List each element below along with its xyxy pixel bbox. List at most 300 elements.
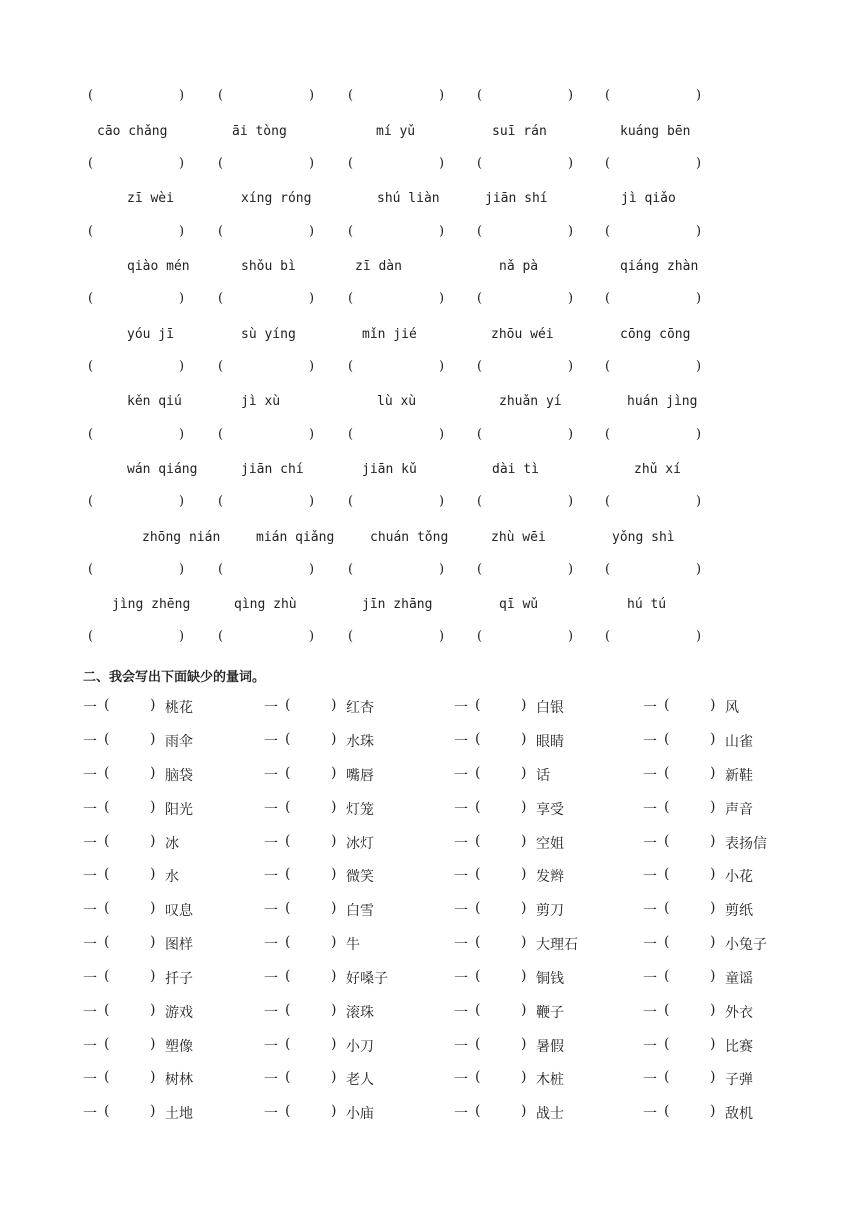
answer-blank[interactable] [348, 562, 448, 582]
open-paren: ( [664, 866, 670, 882]
number-one: 一 [264, 836, 278, 852]
noun-text: 小兔子 [725, 937, 767, 953]
close-paren: ) [331, 765, 337, 781]
pinyin-word: lù xù [377, 394, 417, 409]
noun-text: 白雪 [346, 903, 374, 919]
answer-blank[interactable] [218, 494, 318, 514]
number-one: 一 [454, 937, 468, 953]
open-paren: ( [88, 494, 94, 509]
open-paren: ( [104, 1069, 110, 1085]
open-paren: ( [218, 291, 224, 306]
number-one: 一 [643, 836, 657, 852]
number-one: 一 [264, 768, 278, 784]
close-paren: ) [521, 1069, 527, 1085]
noun-text: 叹息 [165, 903, 193, 919]
pinyin-word: cōng cōng [620, 327, 691, 342]
close-paren: ) [521, 866, 527, 882]
close-paren: ) [568, 156, 574, 171]
measure-row [0, 1103, 860, 1125]
answer-blank[interactable] [477, 427, 577, 447]
pinyin-word: chuán tǒng [370, 530, 449, 545]
number-one: 一 [454, 869, 468, 885]
noun-text: 童谣 [725, 971, 753, 987]
open-paren: ( [218, 224, 224, 239]
open-paren: ( [285, 1002, 291, 1018]
close-paren: ) [568, 494, 574, 509]
close-paren: ) [150, 799, 156, 815]
open-paren: ( [664, 1036, 670, 1052]
pinyin-word: zī dàn [355, 259, 402, 274]
pinyin-word: cāo chǎng [97, 124, 168, 139]
number-one: 一 [83, 903, 97, 919]
answer-blank[interactable] [605, 156, 705, 176]
open-paren: ( [218, 629, 224, 644]
open-paren: ( [664, 1069, 670, 1085]
answer-blank[interactable] [88, 629, 188, 649]
open-paren: ( [477, 494, 483, 509]
pinyin-word: zhǔ xí [634, 462, 681, 477]
noun-text: 小刀 [346, 1039, 374, 1055]
noun-text: 小花 [725, 869, 753, 885]
close-paren: ) [309, 359, 315, 374]
answer-blank[interactable] [348, 427, 448, 447]
close-paren: ) [568, 291, 574, 306]
open-paren: ( [104, 866, 110, 882]
noun-text: 游戏 [165, 1005, 193, 1021]
close-paren: ) [309, 427, 315, 442]
open-paren: ( [348, 156, 354, 171]
noun-text: 好嗓子 [346, 971, 388, 987]
pinyin-row [0, 259, 860, 279]
number-one: 一 [264, 1039, 278, 1055]
number-one: 一 [454, 1106, 468, 1122]
answer-blank[interactable] [218, 156, 318, 176]
answer-blank[interactable] [348, 156, 448, 176]
close-paren: ) [521, 934, 527, 950]
close-paren: ) [521, 968, 527, 984]
open-paren: ( [104, 968, 110, 984]
answer-blank[interactable] [605, 629, 705, 649]
noun-text: 土地 [165, 1106, 193, 1122]
pinyin-word: sù yíng [241, 327, 296, 342]
answer-blank[interactable] [88, 427, 188, 447]
answer-blank[interactable] [218, 427, 318, 447]
pinyin-word: mián qiǎng [256, 530, 335, 545]
close-paren: ) [150, 1002, 156, 1018]
answer-blank[interactable] [477, 359, 577, 379]
answer-blank[interactable] [605, 562, 705, 582]
answer-blank[interactable] [88, 88, 188, 108]
open-paren: ( [348, 629, 354, 644]
close-paren: ) [521, 900, 527, 916]
close-paren: ) [331, 900, 337, 916]
noun-text: 老人 [346, 1072, 374, 1088]
pinyin-word: āi tòng [232, 124, 287, 139]
noun-text: 享受 [536, 802, 564, 818]
pinyin-word: kuáng bēn [620, 124, 691, 139]
noun-text: 小庙 [346, 1106, 374, 1122]
pinyin-word: jiān shí [485, 191, 548, 206]
close-paren: ) [696, 224, 702, 239]
pinyin-row [0, 191, 860, 211]
pinyin-word: yóu jī [127, 327, 174, 342]
measure-row [0, 1069, 860, 1091]
pinyin-word: mí yǔ [376, 124, 416, 139]
number-one: 一 [264, 937, 278, 953]
answer-blank[interactable] [88, 359, 188, 379]
open-paren: ( [475, 866, 481, 882]
number-one: 一 [264, 700, 278, 716]
close-paren: ) [150, 765, 156, 781]
open-paren: ( [605, 562, 611, 577]
answer-blank[interactable] [348, 494, 448, 514]
open-paren: ( [605, 156, 611, 171]
pinyin-word: jìng zhēng [112, 597, 191, 612]
open-paren: ( [285, 900, 291, 916]
noun-text: 白银 [536, 700, 564, 716]
noun-text: 水 [165, 869, 179, 885]
close-paren: ) [179, 156, 185, 171]
close-paren: ) [696, 88, 702, 103]
noun-text: 塑像 [165, 1039, 193, 1055]
close-paren: ) [521, 697, 527, 713]
open-paren: ( [104, 833, 110, 849]
close-paren: ) [439, 629, 445, 644]
open-paren: ( [285, 1103, 291, 1119]
open-paren: ( [104, 900, 110, 916]
answer-blank[interactable] [477, 88, 577, 108]
pinyin-row [0, 394, 860, 414]
answer-blank[interactable] [88, 291, 188, 311]
answer-blank[interactable] [348, 359, 448, 379]
pinyin-word: jiān kǔ [362, 462, 417, 477]
open-paren: ( [104, 1103, 110, 1119]
open-paren: ( [285, 1036, 291, 1052]
close-paren: ) [179, 359, 185, 374]
noun-text: 灯笼 [346, 802, 374, 818]
noun-text: 微笑 [346, 869, 374, 885]
close-paren: ) [696, 156, 702, 171]
noun-text: 剪刀 [536, 903, 564, 919]
answer-blank[interactable] [605, 88, 705, 108]
open-paren: ( [104, 1036, 110, 1052]
noun-text: 风 [725, 700, 739, 716]
number-one: 一 [264, 1072, 278, 1088]
number-one: 一 [83, 802, 97, 818]
open-paren: ( [285, 1069, 291, 1085]
pinyin-word: yǒng shì [612, 530, 675, 545]
answer-blank[interactable] [477, 629, 577, 649]
close-paren: ) [331, 833, 337, 849]
open-paren: ( [477, 629, 483, 644]
pinyin-word: huán jìng [627, 394, 698, 409]
open-paren: ( [285, 697, 291, 713]
open-paren: ( [218, 359, 224, 374]
open-paren: ( [348, 291, 354, 306]
close-paren: ) [710, 833, 716, 849]
number-one: 一 [643, 937, 657, 953]
pinyin-word: xíng róng [241, 191, 312, 206]
answer-blank[interactable] [218, 629, 318, 649]
answer-row [0, 427, 860, 447]
pinyin-word: zhōng nián [142, 530, 221, 545]
pinyin-word: hú tú [627, 597, 667, 612]
open-paren: ( [605, 427, 611, 442]
number-one: 一 [643, 802, 657, 818]
answer-blank[interactable] [477, 562, 577, 582]
open-paren: ( [285, 968, 291, 984]
open-paren: ( [104, 934, 110, 950]
answer-blank[interactable] [348, 88, 448, 108]
open-paren: ( [664, 1103, 670, 1119]
open-paren: ( [664, 765, 670, 781]
open-paren: ( [88, 562, 94, 577]
measure-row [0, 1002, 860, 1024]
number-one: 一 [264, 869, 278, 885]
pinyin-word: kěn qiú [127, 394, 182, 409]
open-paren: ( [104, 799, 110, 815]
open-paren: ( [664, 799, 670, 815]
open-paren: ( [477, 359, 483, 374]
close-paren: ) [696, 427, 702, 442]
close-paren: ) [710, 1103, 716, 1119]
answer-blank[interactable] [605, 427, 705, 447]
noun-text: 牛 [346, 937, 360, 953]
answer-blank[interactable] [477, 494, 577, 514]
noun-text: 话 [536, 768, 550, 784]
close-paren: ) [710, 731, 716, 747]
close-paren: ) [521, 1036, 527, 1052]
measure-row [0, 866, 860, 888]
answer-blank[interactable] [605, 359, 705, 379]
open-paren: ( [285, 934, 291, 950]
number-one: 一 [83, 700, 97, 716]
noun-text: 暑假 [536, 1039, 564, 1055]
number-one: 一 [643, 869, 657, 885]
open-paren: ( [605, 88, 611, 103]
open-paren: ( [475, 833, 481, 849]
open-paren: ( [475, 697, 481, 713]
close-paren: ) [568, 88, 574, 103]
close-paren: ) [710, 900, 716, 916]
pinyin-word: wán qiáng [127, 462, 198, 477]
answer-blank[interactable] [605, 494, 705, 514]
answer-blank[interactable] [88, 156, 188, 176]
answer-row [0, 88, 860, 108]
close-paren: ) [439, 88, 445, 103]
answer-blank[interactable] [477, 156, 577, 176]
close-paren: ) [439, 291, 445, 306]
open-paren: ( [218, 494, 224, 509]
open-paren: ( [348, 224, 354, 239]
open-paren: ( [88, 156, 94, 171]
close-paren: ) [150, 697, 156, 713]
open-paren: ( [285, 866, 291, 882]
number-one: 一 [83, 734, 97, 750]
close-paren: ) [710, 968, 716, 984]
answer-blank[interactable] [218, 562, 318, 582]
pinyin-row [0, 530, 860, 550]
noun-text: 扦子 [165, 971, 193, 987]
pinyin-word: shǒu bì [241, 259, 296, 274]
open-paren: ( [88, 291, 94, 306]
close-paren: ) [439, 494, 445, 509]
noun-text: 敌机 [725, 1106, 753, 1122]
open-paren: ( [285, 731, 291, 747]
close-paren: ) [150, 900, 156, 916]
answer-blank[interactable] [88, 494, 188, 514]
noun-text: 嘴唇 [346, 768, 374, 784]
number-one: 一 [83, 971, 97, 987]
number-one: 一 [643, 1106, 657, 1122]
pinyin-word: jì xù [241, 394, 281, 409]
number-one: 一 [264, 1005, 278, 1021]
number-one: 一 [454, 1005, 468, 1021]
number-one: 一 [454, 700, 468, 716]
number-one: 一 [83, 1106, 97, 1122]
answer-blank[interactable] [218, 291, 318, 311]
answer-row [0, 359, 860, 379]
open-paren: ( [664, 1002, 670, 1018]
noun-text: 战士 [536, 1106, 564, 1122]
close-paren: ) [331, 1069, 337, 1085]
noun-text: 外衣 [725, 1005, 753, 1021]
close-paren: ) [179, 291, 185, 306]
number-one: 一 [264, 802, 278, 818]
number-one: 一 [454, 734, 468, 750]
answer-blank[interactable] [218, 359, 318, 379]
number-one: 一 [643, 1039, 657, 1055]
pinyin-word: suī rán [492, 124, 547, 139]
answer-blank[interactable] [477, 291, 577, 311]
open-paren: ( [605, 291, 611, 306]
open-paren: ( [477, 427, 483, 442]
pinyin-word: nǎ pà [499, 259, 539, 274]
open-paren: ( [664, 731, 670, 747]
open-paren: ( [605, 629, 611, 644]
number-one: 一 [83, 768, 97, 784]
open-paren: ( [88, 224, 94, 239]
noun-text: 桃花 [165, 700, 193, 716]
close-paren: ) [331, 799, 337, 815]
open-paren: ( [475, 900, 481, 916]
answer-blank[interactable] [88, 224, 188, 244]
pinyin-word: qìng zhù [234, 597, 297, 612]
open-paren: ( [285, 765, 291, 781]
measure-row [0, 731, 860, 753]
close-paren: ) [331, 731, 337, 747]
noun-text: 表扬信 [725, 836, 767, 852]
measure-row [0, 765, 860, 787]
close-paren: ) [309, 494, 315, 509]
close-paren: ) [150, 1069, 156, 1085]
close-paren: ) [439, 427, 445, 442]
answer-blank[interactable] [348, 291, 448, 311]
close-paren: ) [710, 765, 716, 781]
pinyin-word: shú liàn [377, 191, 440, 206]
pinyin-word: dài tì [492, 462, 539, 477]
noun-text: 冰灯 [346, 836, 374, 852]
number-one: 一 [454, 1072, 468, 1088]
answer-blank[interactable] [218, 88, 318, 108]
noun-text: 剪纸 [725, 903, 753, 919]
close-paren: ) [696, 629, 702, 644]
open-paren: ( [475, 1069, 481, 1085]
noun-text: 脑袋 [165, 768, 193, 784]
noun-text: 声音 [725, 802, 753, 818]
close-paren: ) [710, 866, 716, 882]
number-one: 一 [83, 836, 97, 852]
answer-blank[interactable] [348, 224, 448, 244]
close-paren: ) [331, 934, 337, 950]
answer-blank[interactable] [605, 224, 705, 244]
noun-text: 红杏 [346, 700, 374, 716]
number-one: 一 [643, 768, 657, 784]
close-paren: ) [568, 359, 574, 374]
close-paren: ) [568, 629, 574, 644]
open-paren: ( [218, 562, 224, 577]
pinyin-word: jì qiǎo [621, 191, 676, 206]
noun-text: 冰 [165, 836, 179, 852]
number-one: 一 [454, 836, 468, 852]
answer-blank[interactable] [477, 224, 577, 244]
close-paren: ) [439, 224, 445, 239]
pinyin-word: zhuǎn yí [499, 394, 562, 409]
open-paren: ( [104, 765, 110, 781]
open-paren: ( [475, 968, 481, 984]
open-paren: ( [475, 799, 481, 815]
number-one: 一 [264, 971, 278, 987]
close-paren: ) [309, 291, 315, 306]
noun-text: 图样 [165, 937, 193, 953]
noun-text: 木桩 [536, 1072, 564, 1088]
measure-row [0, 833, 860, 855]
answer-blank[interactable] [88, 562, 188, 582]
number-one: 一 [83, 1005, 97, 1021]
open-paren: ( [475, 765, 481, 781]
number-one: 一 [643, 700, 657, 716]
open-paren: ( [605, 494, 611, 509]
open-paren: ( [664, 968, 670, 984]
close-paren: ) [309, 224, 315, 239]
answer-blank[interactable] [348, 629, 448, 649]
close-paren: ) [179, 629, 185, 644]
close-paren: ) [696, 494, 702, 509]
answer-blank[interactable] [605, 291, 705, 311]
noun-text: 水珠 [346, 734, 374, 750]
pinyin-word: jiān chí [241, 462, 304, 477]
noun-text: 大理石 [536, 937, 578, 953]
close-paren: ) [439, 562, 445, 577]
open-paren: ( [348, 359, 354, 374]
close-paren: ) [150, 934, 156, 950]
close-paren: ) [150, 968, 156, 984]
open-paren: ( [104, 731, 110, 747]
open-paren: ( [664, 900, 670, 916]
answer-row [0, 494, 860, 514]
answer-row [0, 291, 860, 311]
measure-row [0, 934, 860, 956]
close-paren: ) [150, 1103, 156, 1119]
pinyin-word: qiào mén [127, 259, 190, 274]
number-one: 一 [264, 1106, 278, 1122]
answer-blank[interactable] [218, 224, 318, 244]
close-paren: ) [331, 697, 337, 713]
open-paren: ( [88, 427, 94, 442]
open-paren: ( [104, 1002, 110, 1018]
open-paren: ( [477, 291, 483, 306]
number-one: 一 [454, 971, 468, 987]
